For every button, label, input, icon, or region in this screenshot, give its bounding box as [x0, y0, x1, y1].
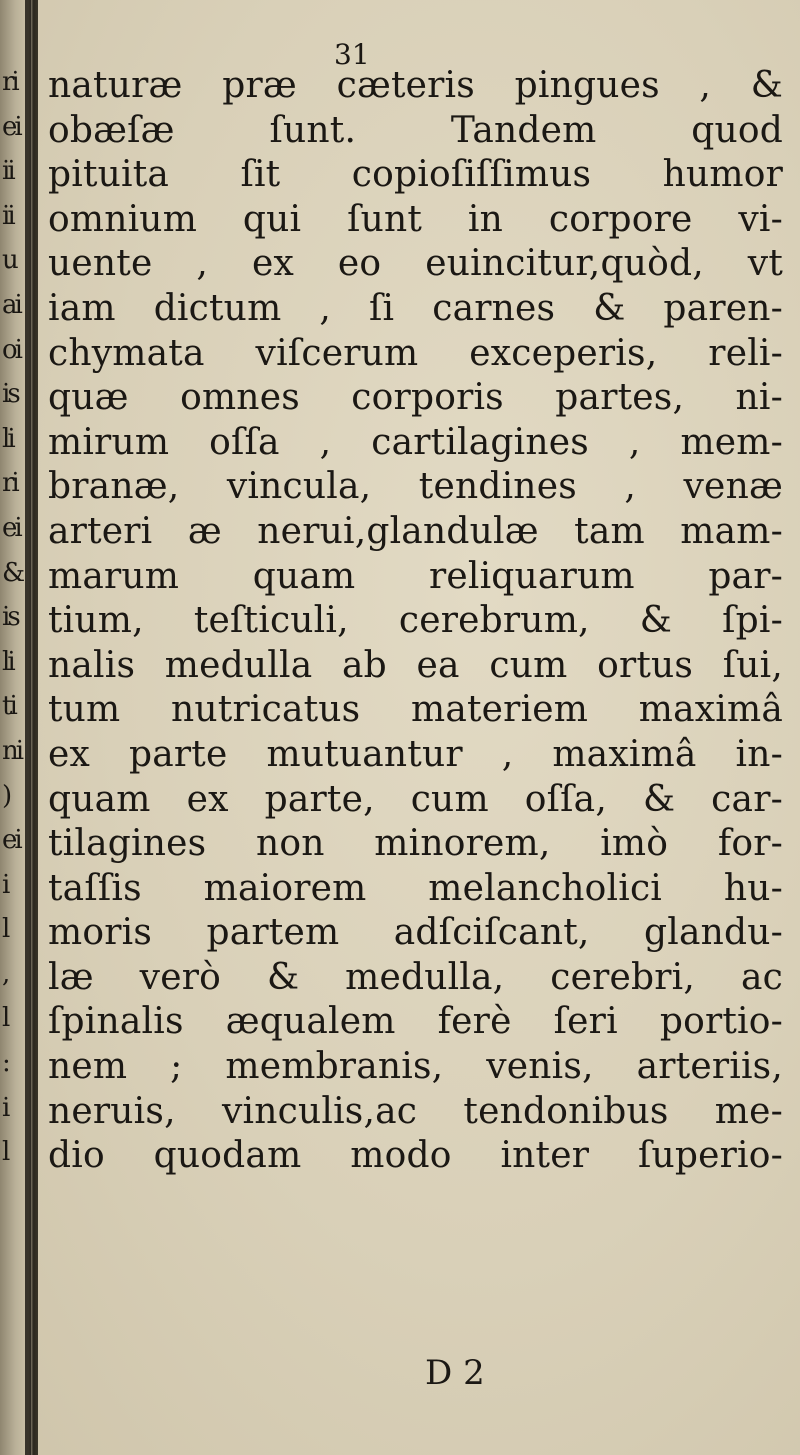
margin-fragment: ei [2, 825, 20, 856]
text-line: tilagines non minorem, imò for- [48, 823, 783, 865]
body-text [48, 64, 783, 1179]
text-line: quæ omnes corporis partes, ni- [48, 377, 783, 419]
margin-fragment: ri [2, 67, 17, 97]
margin-fragment: ) [2, 780, 10, 811]
margin-fragment: is [2, 379, 18, 410]
text-line: quam ex parte, cum oſſa, & car- [48, 778, 783, 820]
text-line: chymata viſcerum exceperis, reli- [48, 332, 783, 374]
text-line: tium, teſticuli, cerebrum, & ſpi- [48, 600, 783, 642]
margin-fragment: oi [2, 334, 20, 365]
text-line: marum quam reliquarum par- [48, 555, 783, 597]
margin-fragment: ii [2, 156, 13, 187]
text-line: ex parte mutuantur , maximâ in- [48, 733, 783, 775]
margin-fragment: l [2, 1003, 8, 1034]
text-line: mirum oſſa , cartilagines , mem- [48, 421, 783, 463]
text-line: obæſæ ſunt. Tandem quod [48, 109, 783, 151]
text-line: iam dictum , ſi carnes & paren- [48, 287, 783, 329]
catchword: D 2 [425, 1353, 485, 1393]
margin-fragment: ei [2, 512, 20, 543]
margin-fragment: ii [2, 200, 13, 231]
margin-fragment: i [2, 869, 8, 900]
margin-fragment: li [2, 423, 13, 454]
margin-fragment: ri [2, 468, 17, 499]
margin-fragment: l [2, 1137, 8, 1168]
text-line: naturæ præ cæteris pingues , & [48, 65, 783, 106]
margin-fragment: ei [2, 111, 20, 142]
binding-shadow [25, 0, 31, 1455]
margin-fragment: : [2, 1048, 8, 1079]
text-line: moris partem adſciſcant, glandu- [48, 912, 783, 954]
text-line: dio quodam modo inter ſuperio- [48, 1135, 783, 1177]
text-line: arteri æ nerui,glandulæ tam mam- [48, 510, 783, 552]
text-line: pituita ſit copioſiſſimus humor [48, 154, 783, 196]
text-line: læ verò & medulla, cerebri, ac [48, 956, 783, 998]
margin-fragment: , [2, 958, 8, 989]
text-line: tum nutricatus materiem maximâ [48, 689, 783, 731]
text-line: omnium qui ſunt in corpore vi- [48, 198, 783, 240]
margin-fragment: li [2, 646, 13, 677]
margin-fragment: i [2, 1092, 8, 1123]
text-line: nalis medulla ab ea cum ortus ſui, [48, 644, 783, 686]
text-line: nem ; membranis, venis, arteriis, [48, 1046, 783, 1088]
margin-fragment: & [2, 557, 23, 588]
margin-fragment: l [2, 914, 8, 945]
text-line: neruis, vinculis,ac tendonibus me- [48, 1090, 783, 1132]
text-line: uente , ex eo euincitur,quòd, vt [48, 243, 783, 285]
text-line: branæ, vincula, tendines , venæ [48, 466, 783, 508]
text-line: ſpinalis æqualem ferè ſeri portio- [48, 1001, 783, 1043]
margin-fragment: ti [2, 691, 15, 722]
margin-fragment: ai [2, 289, 20, 320]
margin-fragment: u [2, 245, 16, 276]
margin-fragment: is [2, 602, 18, 633]
page-number: 31 [334, 38, 370, 71]
margin-fragment: ni [2, 735, 22, 766]
text-line: taſſis maiorem melancholici hu- [48, 867, 783, 909]
